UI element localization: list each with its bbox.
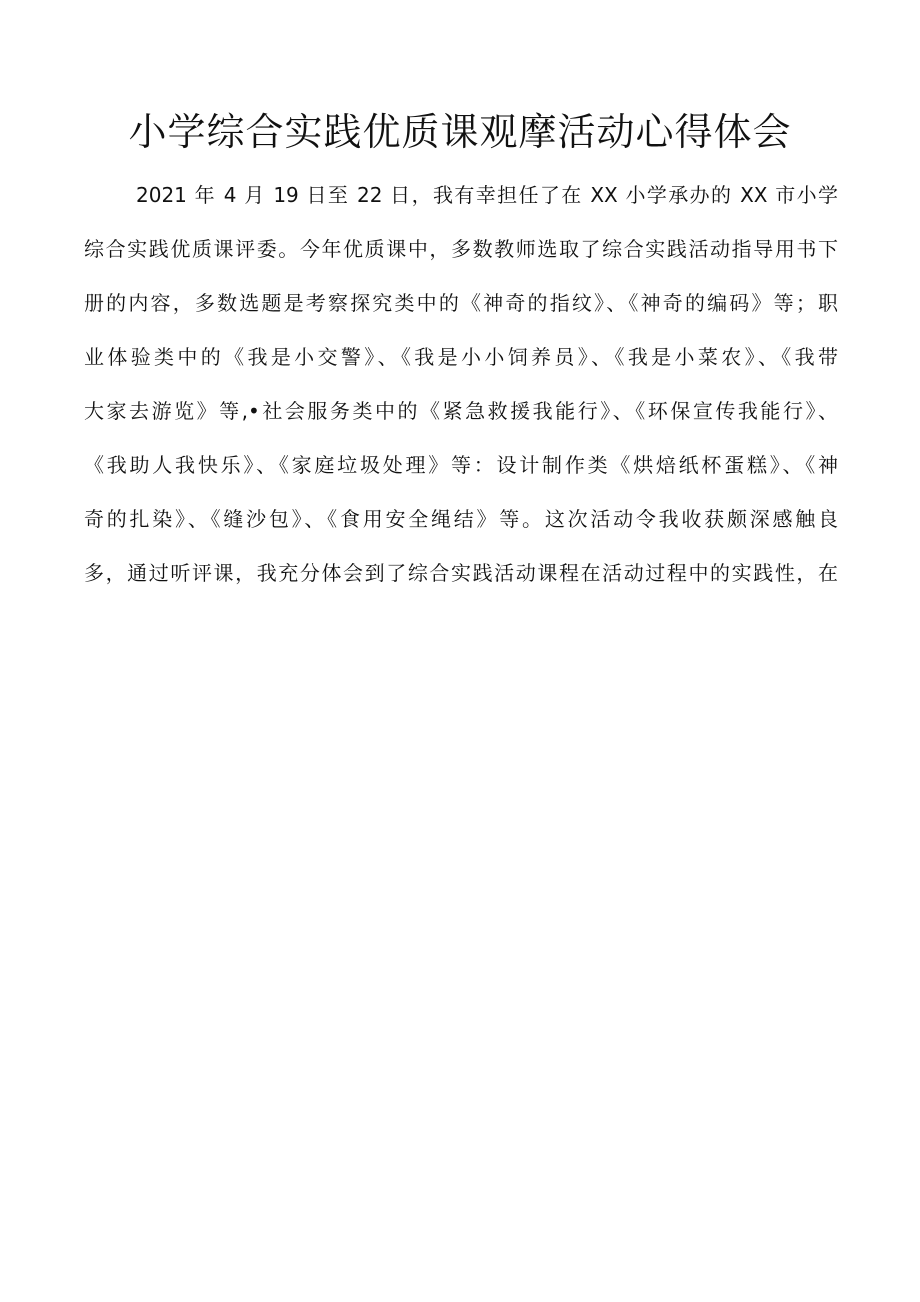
paragraph-line: 册的内容，多数选题是考察探究类中的《神奇的指纹》、《神奇的编码》等；职 <box>84 291 838 315</box>
paragraph-line: 综合实践优质课评委。今年优质课中，多数教师选取了综合实践活动指导用书下 <box>84 237 838 261</box>
paragraph-line: 《我助人我快乐》、《家庭垃圾处理》等：设计制作类《烘焙纸杯蛋糕》、《神 <box>84 453 838 477</box>
paragraph-line: 大家去游览》等,•社会服务类中的《紧急救援我能行》、《环保宣传我能行》、 <box>84 399 838 423</box>
paragraph-line: 2021 年 4 月 19 日至 22 日，我有幸担任了在 XX 小学承办的 XX 市小学 <box>136 183 838 207</box>
document-paragraph <box>84 168 838 600</box>
paragraph-line: 业体验类中的《我是小交警》、《我是小小饲养员》、《我是小菜农》、《我带 <box>84 345 838 369</box>
paragraph-line: 奇的扎染》、《缝沙包》、《食用安全绳结》等。这次活动令我收获颇深感触良 <box>84 507 838 531</box>
paragraph-line: 多，通过听评课，我充分体会到了综合实践活动课程在活动过程中的实践性，在 <box>84 561 838 585</box>
document-title: 小学综合实践优质课观摩活动心得体会 <box>128 110 792 154</box>
